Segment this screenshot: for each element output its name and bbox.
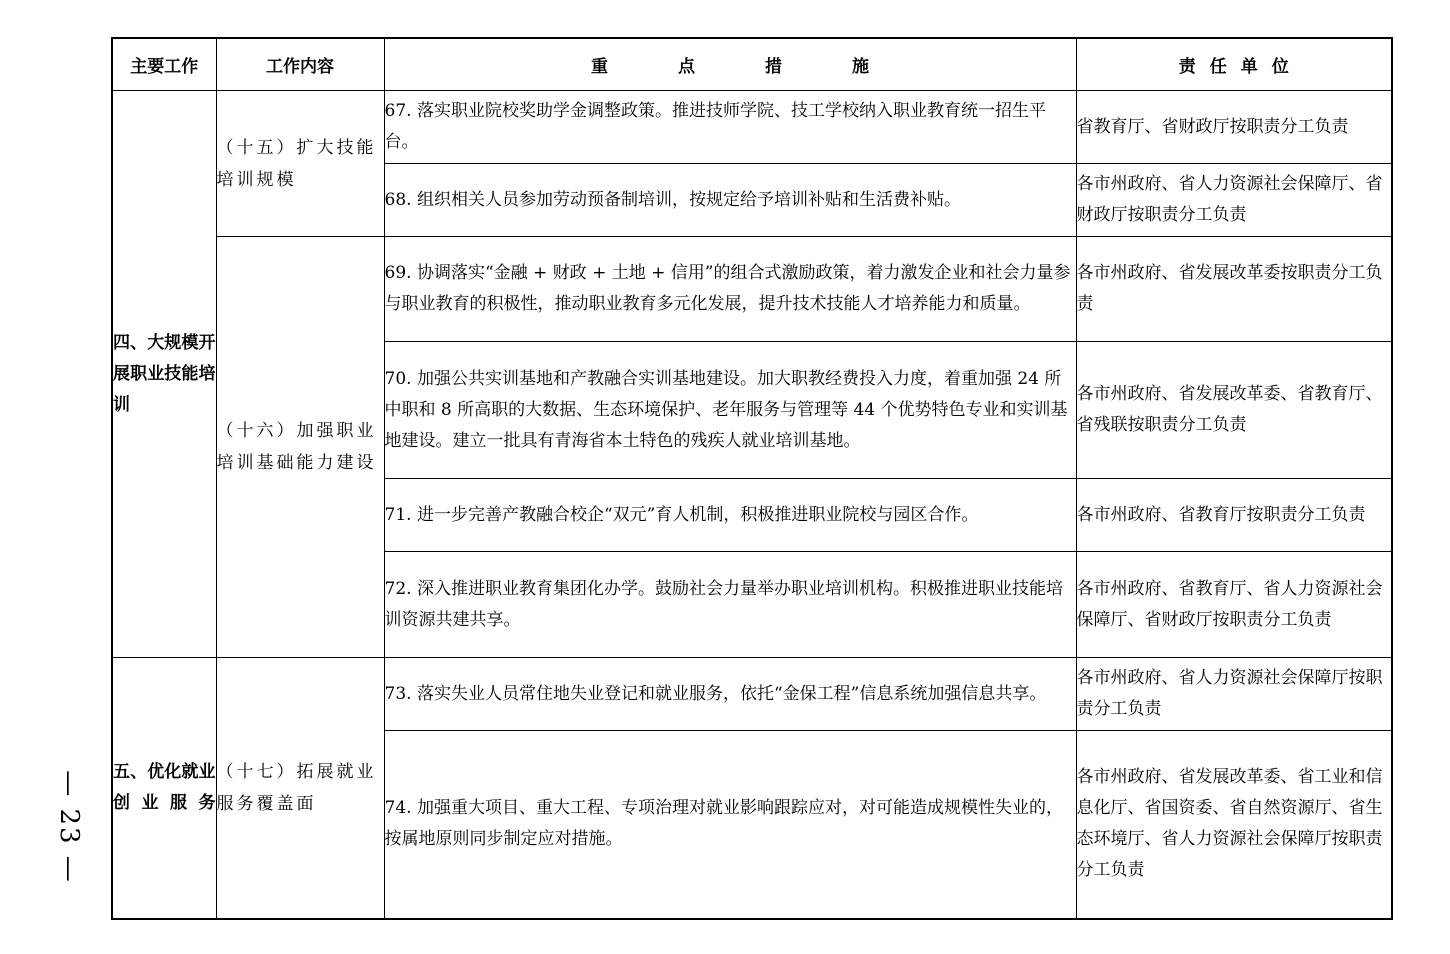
unit-cell: 各市州政府、省人力资源社会保障厅按职责分工负责 [1076,658,1392,731]
measure-cell: 70. 加强公共实训基地和产教融合实训基地建设。加大职教经费投入力度，着重加强 24 所中职和 8 所高职的大数据、生态环境保护、老年服务与管理等 44 个优势特色专业和实训基地建设。建立一批具有青海省本土特色的残疾人就业培训基地。 [384,342,1076,479]
work-plan-table [111,37,1393,920]
unit-cell: 各市州政府、省发展改革委、省工业和信息化厅、省国资委、省自然资源厅、省生态环境厅、省人力资源社会保障厅按职责分工负责 [1076,731,1392,919]
unit-cell: 各市州政府、省教育厅、省人力资源社会保障厅、省财政厅按职责分工负责 [1076,552,1392,658]
table-row [112,237,1392,342]
work-content-cell: （十五）扩大技能培训规模 [216,91,384,237]
table-row [112,91,1392,164]
unit-cell: 各市州政府、省教育厅按职责分工负责 [1076,479,1392,552]
work-content-cell: （十七）拓展就业服务覆盖面 [216,658,384,919]
work-content-cell: （十六）加强职业培训基础能力建设 [216,237,384,658]
header-main-work: 主要工作 [112,38,216,91]
table-header-row [112,38,1392,91]
unit-cell: 各市州政府、省人力资源社会保障厅、省财政厅按职责分工负责 [1076,164,1392,237]
measure-cell: 71. 进一步完善产教融合校企“双元”育人机制，积极推进职业院校与园区合作。 [384,479,1076,552]
unit-cell: 各市州政府、省发展改革委按职责分工负责 [1076,237,1392,342]
measure-cell: 68. 组织相关人员参加劳动预备制培训，按规定给予培训补贴和生活费补贴。 [384,164,1076,237]
page-number [52,762,86,892]
header-work-content: 工作内容 [216,38,384,91]
unit-cell: 各市州政府、省发展改革委、省教育厅、省残联按职责分工负责 [1076,342,1392,479]
table-row [112,658,1392,731]
main-work-cell: 五、优化就业创业服务 [112,658,216,919]
measure-cell: 69. 协调落实“金融 + 财政 + 土地 + 信用”的组合式激励政策，着力激发企业和社会力量参与职业教育的积极性，推动职业教育多元化发展，提升技术技能人才培养能力和质量。 [384,237,1076,342]
header-responsible-unit: 责任单位 [1076,38,1392,91]
measure-cell: 67. 落实职业院校奖助学金调整政策。推进技师学院、技工学校纳入职业教育统一招生平台。 [384,91,1076,164]
main-work-cell: 四、大规模开展职业技能培训 [112,91,216,658]
measure-cell: 73. 落实失业人员常住地失业登记和就业服务，依托“金保工程”信息系统加强信息共享。 [384,658,1076,731]
measure-cell: 74. 加强重大项目、重大工程、专项治理对就业影响跟踪应对，对可能造成规模性失业的，按属地原则同步制定应对措施。 [384,731,1076,919]
page-number-text: — 23 — [54,770,84,884]
unit-cell: 省教育厅、省财政厅按职责分工负责 [1076,91,1392,164]
measure-cell: 72. 深入推进职业教育集团化办学。鼓励社会力量举办职业培训机构。积极推进职业技能培训资源共建共享。 [384,552,1076,658]
header-key-measures: 重点措施 [384,38,1076,91]
